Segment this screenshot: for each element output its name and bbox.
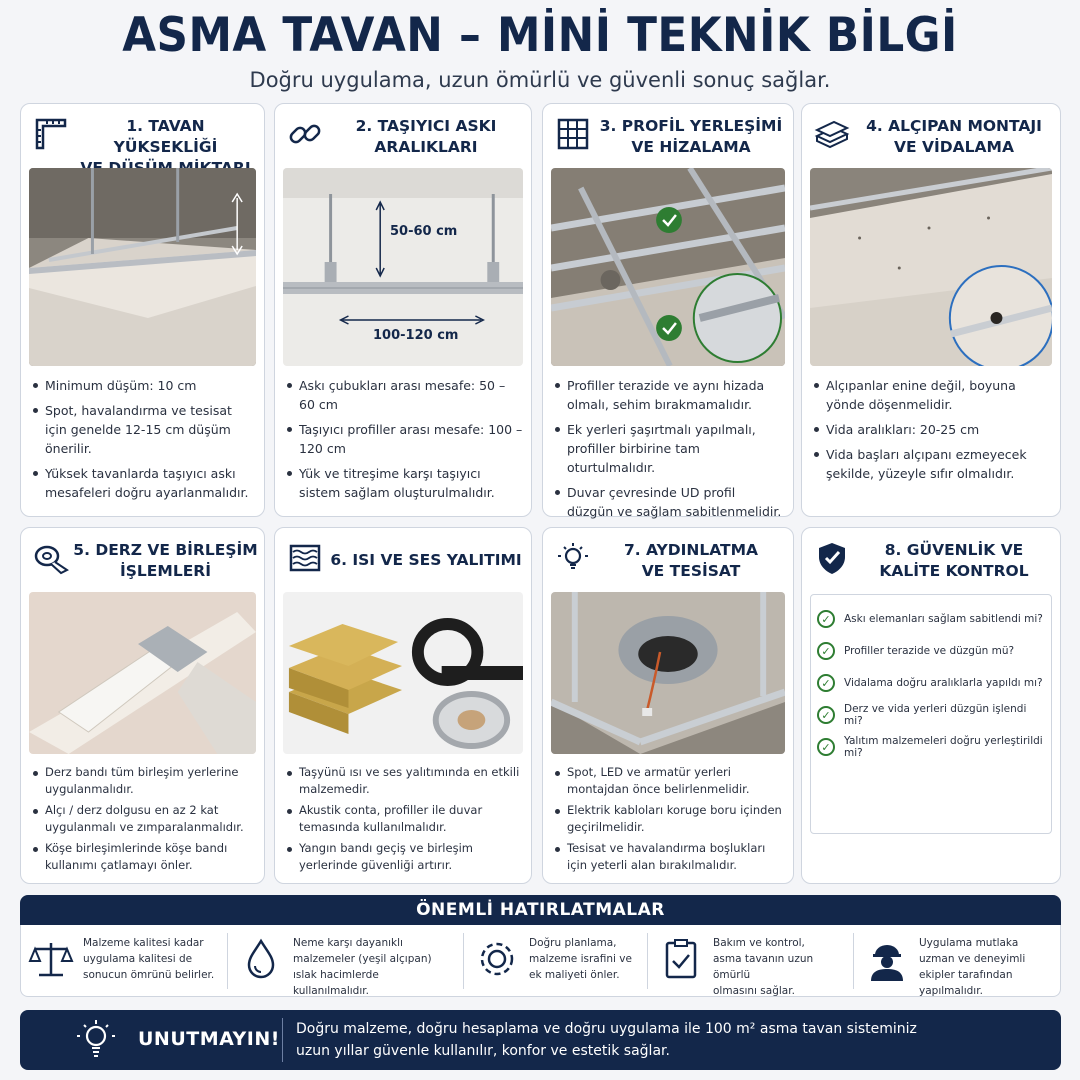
bullet: Vida aralıkları: 20-25 cm (812, 420, 1052, 439)
gear-icon (473, 935, 521, 983)
divider (463, 933, 464, 989)
checklist-text: Askı elemanları sağlam sabitlendi mi? (844, 613, 1043, 625)
divider (282, 1018, 283, 1062)
bullet-list (31, 376, 256, 508)
checklist-item (817, 603, 1045, 635)
bullet: Minimum düşüm: 10 cm (31, 376, 256, 395)
card-title: 1. TAVAN YÜKSEKLİĞİ (113, 117, 218, 156)
checklist (810, 594, 1052, 834)
shield-check-icon (814, 540, 850, 576)
footer-text: Doğru malzeme, doğru hesaplama ve doğru uygulama ile 100 m² asma tavan sisteminiz uzun yıllar güvenle kullanılır, konfor ve estetik sağlar. (296, 1021, 917, 1059)
bullet: Köşe birleşimlerinde köşe bandı kullanımı çatlamayı önler. (31, 840, 256, 874)
footer-label: UNUTMAYIN! (138, 1028, 280, 1050)
bullet: Taşıyıcı profiller arası mesafe: 100 – 120 cm (285, 420, 523, 458)
insulation-materials-photo (283, 592, 523, 754)
card-quality-control (801, 527, 1061, 884)
reminder-item (467, 925, 645, 997)
check-icon: ✓ (817, 674, 835, 692)
worker-icon (863, 935, 911, 983)
bullet-list (812, 376, 1052, 489)
vertical-distance-label: 50-60 cm (390, 224, 458, 239)
card-title: 8. GÜVENLİK VE KALİTE KONTROL (879, 541, 1029, 580)
horizontal-distance-label: 100-120 cm (373, 328, 459, 343)
checklist-item (817, 635, 1045, 667)
bullet: Askı çubukları arası mesafe: 50 – 60 cm (285, 376, 523, 414)
bullet: Alçı / derz dolgusu en az 2 kat uygulanmalı ve zımparalanmalıdır. (31, 802, 256, 836)
card-title: 7. AYDINLATMA VE TESİSAT (623, 541, 759, 580)
bullet: Profiller terazide ve aynı hizada olmalı, sehim bırakmamalıdır. (553, 376, 785, 414)
board-stack-icon (814, 116, 850, 152)
checklist-text: Derz ve vida yerleri düzgün işlendi mi? (844, 703, 1027, 727)
ruler-icon (33, 116, 69, 152)
light-bulb-icon (555, 540, 591, 576)
clipboard-check-icon (657, 935, 705, 983)
card-drywall-mounting (801, 103, 1061, 517)
bullet: Yük ve titreşime karşı taşıyıcı sistem sağlam oluşturulmalıdır. (285, 464, 523, 502)
card-insulation (274, 527, 532, 884)
bullet-list (553, 376, 785, 527)
card-title: 5. DERZ VE BİRLEŞİM İŞLEMLERİ (73, 541, 258, 580)
divider (227, 933, 228, 989)
check-icon: ✓ (817, 642, 835, 660)
hanger-spacing-photo (283, 168, 523, 366)
reminder-text: Bakım ve kontrol, asma tavanın uzun ömürlü olmasını sağlar. (713, 937, 814, 997)
checklist-item (817, 731, 1045, 763)
bullet: Elektrik kabloları koruge boru içinden geçirilmelidir. (553, 802, 785, 836)
bullet: Tesisat ve havalandırma boşlukları için yeterli alan bırakılmalıdır. (553, 840, 785, 874)
bullet: Spot, havalandırma ve tesisat için genelde 12-15 cm düşüm önerilir. (31, 401, 256, 458)
bullet-list (553, 764, 785, 878)
reminder-text: Doğru planlama, malzeme israfini ve ek maliyeti önler. (529, 937, 632, 981)
bullet: Spot, LED ve armatür yerleri montajdan önce belirlenmelidir. (553, 764, 785, 798)
divider (853, 933, 854, 989)
card-title: 6. ISI VE SES YALITIMI (330, 551, 522, 569)
bullet: Derz bandı tüm birleşim yerlerine uygulanmalıdır. (31, 764, 256, 798)
reminder-item (857, 925, 1061, 997)
drywall-screw-photo (810, 168, 1052, 366)
card-title: 2. TAŞIYICI ASKI ARALIKLARI (355, 117, 497, 156)
bullet: Vida başları alçıpanı ezmeyecek şekilde, yüzeyle sıfır olmalıdır. (812, 445, 1052, 483)
bullet: Alçıpanlar enine değil, boyuna yönde döşenmelidir. (812, 376, 1052, 414)
check-icon: ✓ (817, 706, 835, 724)
card-joint-finishing (20, 527, 265, 884)
reminder-item (231, 925, 459, 997)
card-title: 4. ALÇIPAN MONTAJI VE VİDALAMA (866, 117, 1042, 156)
bullet: Ek yerleri şaşırtmalı yapılmalı, profiller birbirine tam oturtulmalıdır. (553, 420, 785, 477)
scale-icon (27, 935, 75, 983)
bullet: Yüksek tavanlarda taşıyıcı askı mesafeleri doğru ayarlanmalıdır. (31, 464, 256, 502)
card-title: 3. PROFİL YERLEŞİMİ VE HİZALAMA (599, 117, 783, 156)
profile-grid-photo (551, 168, 785, 366)
tape-roll-icon (33, 540, 69, 576)
reminders-panel (20, 925, 1061, 997)
light-bulb-icon (76, 1018, 116, 1062)
bullet: Yangın bandı geçiş ve birleşim yerlerinde güvenliği artırır. (285, 840, 523, 874)
bullet-list (31, 764, 256, 878)
grid-icon (555, 116, 591, 152)
card-profile-alignment (542, 103, 794, 517)
chain-link-icon (287, 116, 323, 152)
card-lighting (542, 527, 794, 884)
reminder-item (651, 925, 851, 997)
joint-taping-photo (29, 592, 256, 754)
card-ceiling-height (20, 103, 265, 517)
check-icon: ✓ (817, 738, 835, 756)
bullet: Taşyünü ısı ve ses yalıtımında en etkili malzemedir. (285, 764, 523, 798)
card-hanger-spacing (274, 103, 532, 517)
water-drop-icon (237, 935, 285, 983)
lighting-cutout-photo (551, 592, 785, 754)
insulation-icon (287, 540, 323, 576)
reminder-text: Uygulama mutlaka uzman ve deneyimli ekipler tarafından yapılmalıdır. (919, 937, 1026, 997)
divider (647, 933, 648, 989)
bullet: Akustik conta, profiller ile duvar temasında kullanılmalıdır. (285, 802, 523, 836)
checklist-item (817, 667, 1045, 699)
checklist-text: Vidalama doğru aralıklarla yapıldı mı? (844, 677, 1043, 689)
check-icon: ✓ (817, 610, 835, 628)
page-title: ASMA TAVAN – MİNİ TEKNİK BİLGİ (122, 8, 958, 63)
reminder-item (21, 925, 226, 997)
footer-banner (20, 1010, 1061, 1070)
bullet-list (285, 764, 523, 878)
page-subtitle: Doğru uygulama, uzun ömürlü ve güvenli sonuç sağlar. (249, 68, 831, 92)
reminders-title: ÖNEMLİ HATIRLATMALAR (20, 895, 1061, 925)
bullet: Duvar çevresinde UD profil düzgün ve sağlam sabitlenmelidir. (553, 483, 785, 521)
checklist-item (817, 699, 1045, 731)
reminder-text: Malzeme kalitesi kadar uygulama kalitesi de sonucun ömrünü belirler. (83, 937, 215, 981)
checklist-text: Profiller terazide ve düzgün mü? (844, 645, 1015, 657)
reminder-text: Neme karşı dayanıklı malzemeler (yeşil alçıpan) ıslak hacimlerde kullanılmalıdır. (293, 937, 432, 997)
ceiling-drop-photo (29, 168, 256, 366)
checklist-text: Yalıtım malzemeleri doğru yerleştirildi mi? (844, 735, 1043, 759)
bullet-list (285, 376, 523, 508)
